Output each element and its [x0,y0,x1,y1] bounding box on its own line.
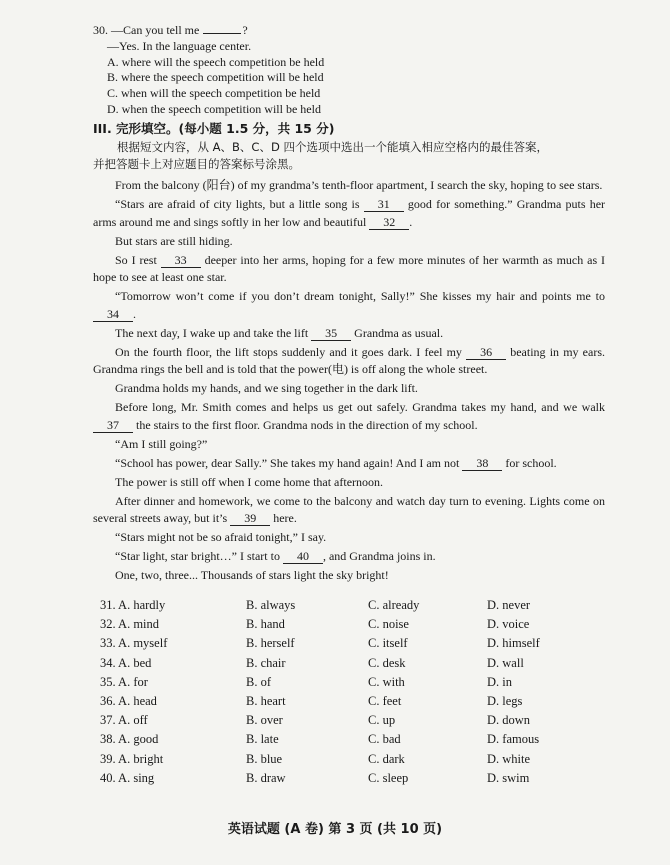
paragraph: From the balcony (阳台) of my grandma’s tenth-floor apartment, I search the sky, hoping to see stars. [115,178,603,192]
blank-33: 33 [161,254,201,268]
blank-37: 37 [93,419,133,433]
q30-stem-end: ? [242,23,248,37]
blank-32: 32 [369,216,409,230]
option-row-33: 33. A. myself B. herself C. itself D. himself [100,636,540,651]
q30-option-a: A. where will the speech competition be held [107,54,325,69]
blank-35: 35 [311,327,351,341]
paragraph: On the fourth floor, the lift stops suddenly and it goes dark. I feel my 36 beating in my ears. Grandma rings the bell and is told that the power(电) is off along the whole street. [93,344,605,377]
page-footer: 英语试题 (A 卷) 第 3 页 (共 10 页) [227,822,443,837]
q30-option-b: B. where the speech competition will be held [107,70,324,85]
paragraph: So I rest 33 deeper into her arms, hoping for a few more minutes of her warmth as much as I hope to see at least one star. [93,252,605,285]
option-row-39: 39. A. bright B. blue C. dark D. white [100,751,531,766]
paragraph: “Am I still going?” [115,436,208,451]
blank-36: 36 [466,346,506,360]
q30-stem-line [93,22,613,39]
option-row-31: 31. A. hardly B. always C. already D. never [100,598,531,612]
section-title: III. 完形填空。(每小题 1.5 分，共 15 分) [93,121,335,136]
blank-34: 34 [93,308,133,322]
instruction-line-2: 并把答题卡上对应题目的答案标号涂黑。 [93,157,300,171]
paragraph: “School has power, dear Sally.” She takes my hand again! And I am not 38 for school. [115,455,557,470]
blank-38: 38 [462,457,502,471]
option-row-34: 34. A. bed B. chair C. desk D. wall [100,655,524,670]
paragraph: But stars are still hiding. [115,233,233,248]
q30-reply: —Yes. In the language center. [107,38,252,53]
q30-option-c: C. when will the speech competition be held [107,86,321,101]
instruction-line-1: 根据短文内容，从 A、B、C、D 四个选项中选出一个能填入相应空格内的最佳答案， [117,140,548,154]
paragraph: After dinner and homework, we come to the balcony and watch day turn to evening. Lights come on several streets away, but it’s 39 here. [93,493,605,526]
option-row-38: 38. A. good B. late C. bad D. famous [100,732,540,747]
question-30 [93,22,613,118]
blank-40: 40 [283,550,323,564]
paragraph: Before long, Mr. Smith comes and helps us get out safely. Grandma takes my hand, and we walk 37 the stairs to the first floor. Grandma nods in the direction of my school. [93,399,605,434]
paragraph: “Stars might not be so afraid tonight,” I say. [115,530,327,545]
option-row-40: 40. A. sing B. draw C. sleep D. swim [100,770,530,785]
paragraph: “Stars are afraid of city lights, but a little song is 31 good for something.” Grandma puts her arms around me and sings softly in her low and beautiful 32 . [93,196,606,229]
option-row-36: 36. A. head B. heart C. feet D. legs [100,693,523,708]
paragraph: The power is still off when I come home that afternoon. [115,474,384,489]
blank-31: 31 [364,198,404,212]
q30-stem: 30. —Can you tell me [93,23,200,37]
blank-39: 39 [230,512,270,526]
paragraph: Grandma holds my hands, and we sing together in the dark lift. [115,381,418,396]
option-row-32: 32. A. mind B. hand C. noise D. voice [100,617,530,632]
section-instruction [93,139,603,173]
q30-blank [203,22,241,34]
paragraph: “Tomorrow won’t come if you don’t dream tonight, Sally!” She kisses my hair and points me to 34 . [93,288,605,323]
option-row-35: 35. A. for B. of C. with D. in [100,674,512,689]
paragraph: The next day, I wake up and take the lift 35 Grandma as usual. [115,325,444,340]
q30-option-d: D. when the speech competition will be held [107,101,321,116]
paragraph: “Star light, star bright…” I start to 40 , and Grandma joins in. [115,549,436,564]
cloze-passage [93,177,605,585]
option-row-37: 37. A. off B. over C. up D. down [100,713,531,728]
paragraph: One, two, three... Thousands of stars light the sky bright! [115,568,389,583]
answer-options [100,598,600,790]
